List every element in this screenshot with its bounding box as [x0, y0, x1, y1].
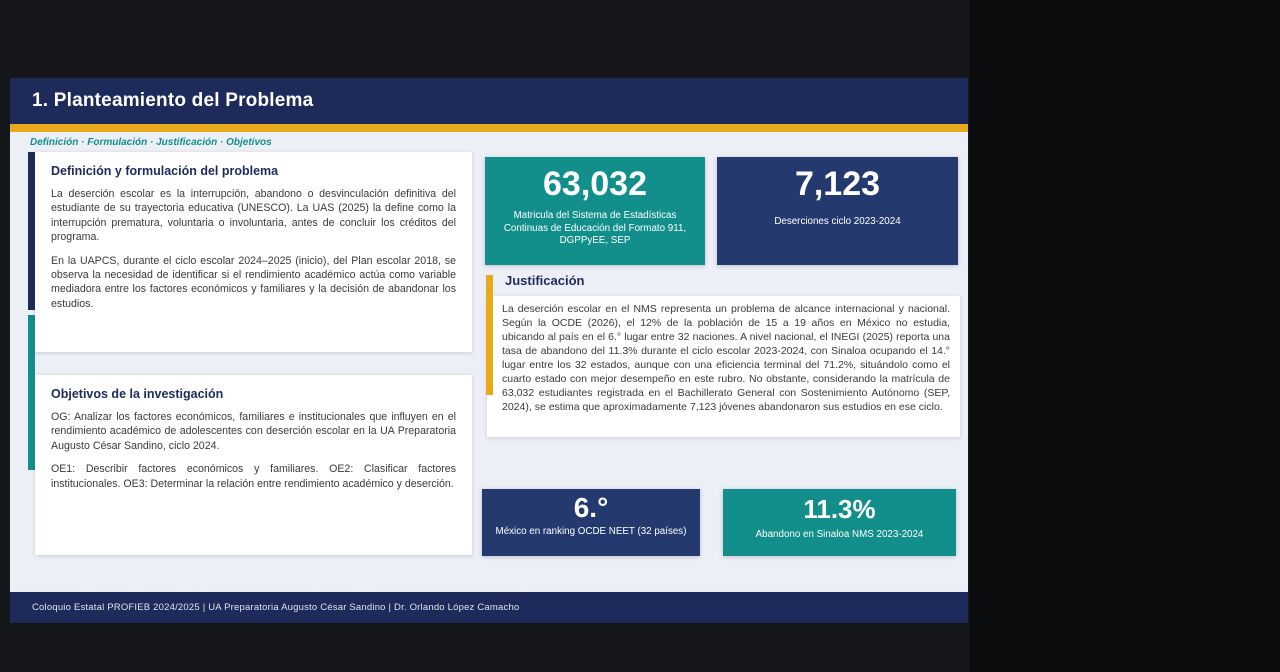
stat-matricula-value: 63,032: [543, 165, 647, 203]
slide-title-bar: [10, 78, 968, 124]
objectives-paragraph-1: OG: Analizar los factores económicos, familiares e institucionales que influyen en el rendimiento académico de adolescentes con deserción escolar en la UA Preparatoria Augusto César Sandino, ciclo 2024.: [51, 411, 456, 452]
definition-paragraph-2: En la UAPCS, durante el ciclo escolar 2024–2025 (inicio), del Plan escolar 2018, se observa la necesidad de identificar si el rendimiento académico actúa como variable mediadora entre los factores económicos y familiares y la decisión de abandonar los estudios.: [51, 254, 456, 310]
stat-abandono-caption: Abandono en Sinaloa NMS 2023-2024: [755, 529, 924, 540]
objectives-box: [35, 375, 472, 555]
slide-footer-text: Coloquio Estatal PROFIEB 2024/2025 | UA Preparatoria Augusto César Sandino | Dr. Orlando López Camacho: [32, 602, 520, 613]
stat-abandono-value: 11.3%: [803, 494, 876, 524]
stat-ranking-value: 6.°: [573, 492, 609, 523]
gold-accent-stripe: [10, 124, 968, 132]
breadcrumb: Definición · Formulación · Justificación · Objetivos: [30, 137, 272, 148]
stat-abandono: [723, 489, 956, 556]
justification-box: [487, 296, 960, 437]
objectives-heading: Objetivos de la investigación: [51, 387, 224, 401]
slide-footer: [10, 592, 968, 623]
stat-ranking-caption: México en ranking OCDE NEET (32 países): [495, 526, 687, 537]
teal-accent-bar: [28, 315, 35, 470]
objectives-paragraph-2: OE1: Describir factores económicos y familiares. OE2: Clasificar factores institucionales. OE3: Determinar la relación entre rendimiento académico y deserción.: [51, 463, 456, 490]
gold-accent-bar: [486, 275, 493, 395]
slide-title: 1. Planteamiento del Problema: [32, 90, 314, 111]
slide-content: [10, 132, 968, 592]
stat-deserciones-value: 7,123: [794, 165, 881, 203]
stat-deserciones-caption: Deserciones ciclo 2023-2024: [774, 216, 901, 227]
definition-paragraph-1: La deserción escolar es la interrupción, abandono o desvinculación definitiva del estudiante de su trayectoria educativa (UNESCO). La UAS (2025) la define como la interrupción prematura, voluntaria o involuntaria, antes de concluir los créditos del programa.: [51, 188, 456, 244]
video-panel: [970, 0, 1280, 672]
definition-heading: Definición y formulación del problema: [51, 164, 279, 178]
stat-matricula: [485, 157, 705, 265]
stat-matricula-caption: Matricula del Sistema de Estadísticas Continuas de Educación del Formato 911, DGPPyEE, SEP: [503, 210, 687, 247]
stat-ranking: [482, 489, 700, 556]
justification-text: La deserción escolar en el NMS representa un problema de alcance internacional y nacional. Según la OCDE (2026), el 12% de la población de 15 a 19 años en México no estudia, ubicando al país en el 6.° lugar entre 32 naciones. A nivel nacional, el INEGI (2025) reporta una tasa de abandono del 11.3% durante el ciclo escolar 2023-2024, con Sinaloa ocupando el 14.° lugar entre los 32 estados, aunque con una eficiencia terminal del 71.2%, situándolo como el cuarto estado con mejor desempeño en este rubro. No obstante, considerando la matrícula de 63,032 estudiantes registrada en el Bachillerato General con Sostenimiento Autónomo (SEP, 2024), se estima que aproximadamente 7,123 jóvenes abandonaron sus estudios en ese ciclo.: [502, 303, 950, 413]
justification-heading: Justificación: [505, 273, 585, 288]
definition-box: [35, 152, 472, 352]
stat-deserciones: [717, 157, 958, 265]
navy-accent-bar: [28, 152, 35, 310]
